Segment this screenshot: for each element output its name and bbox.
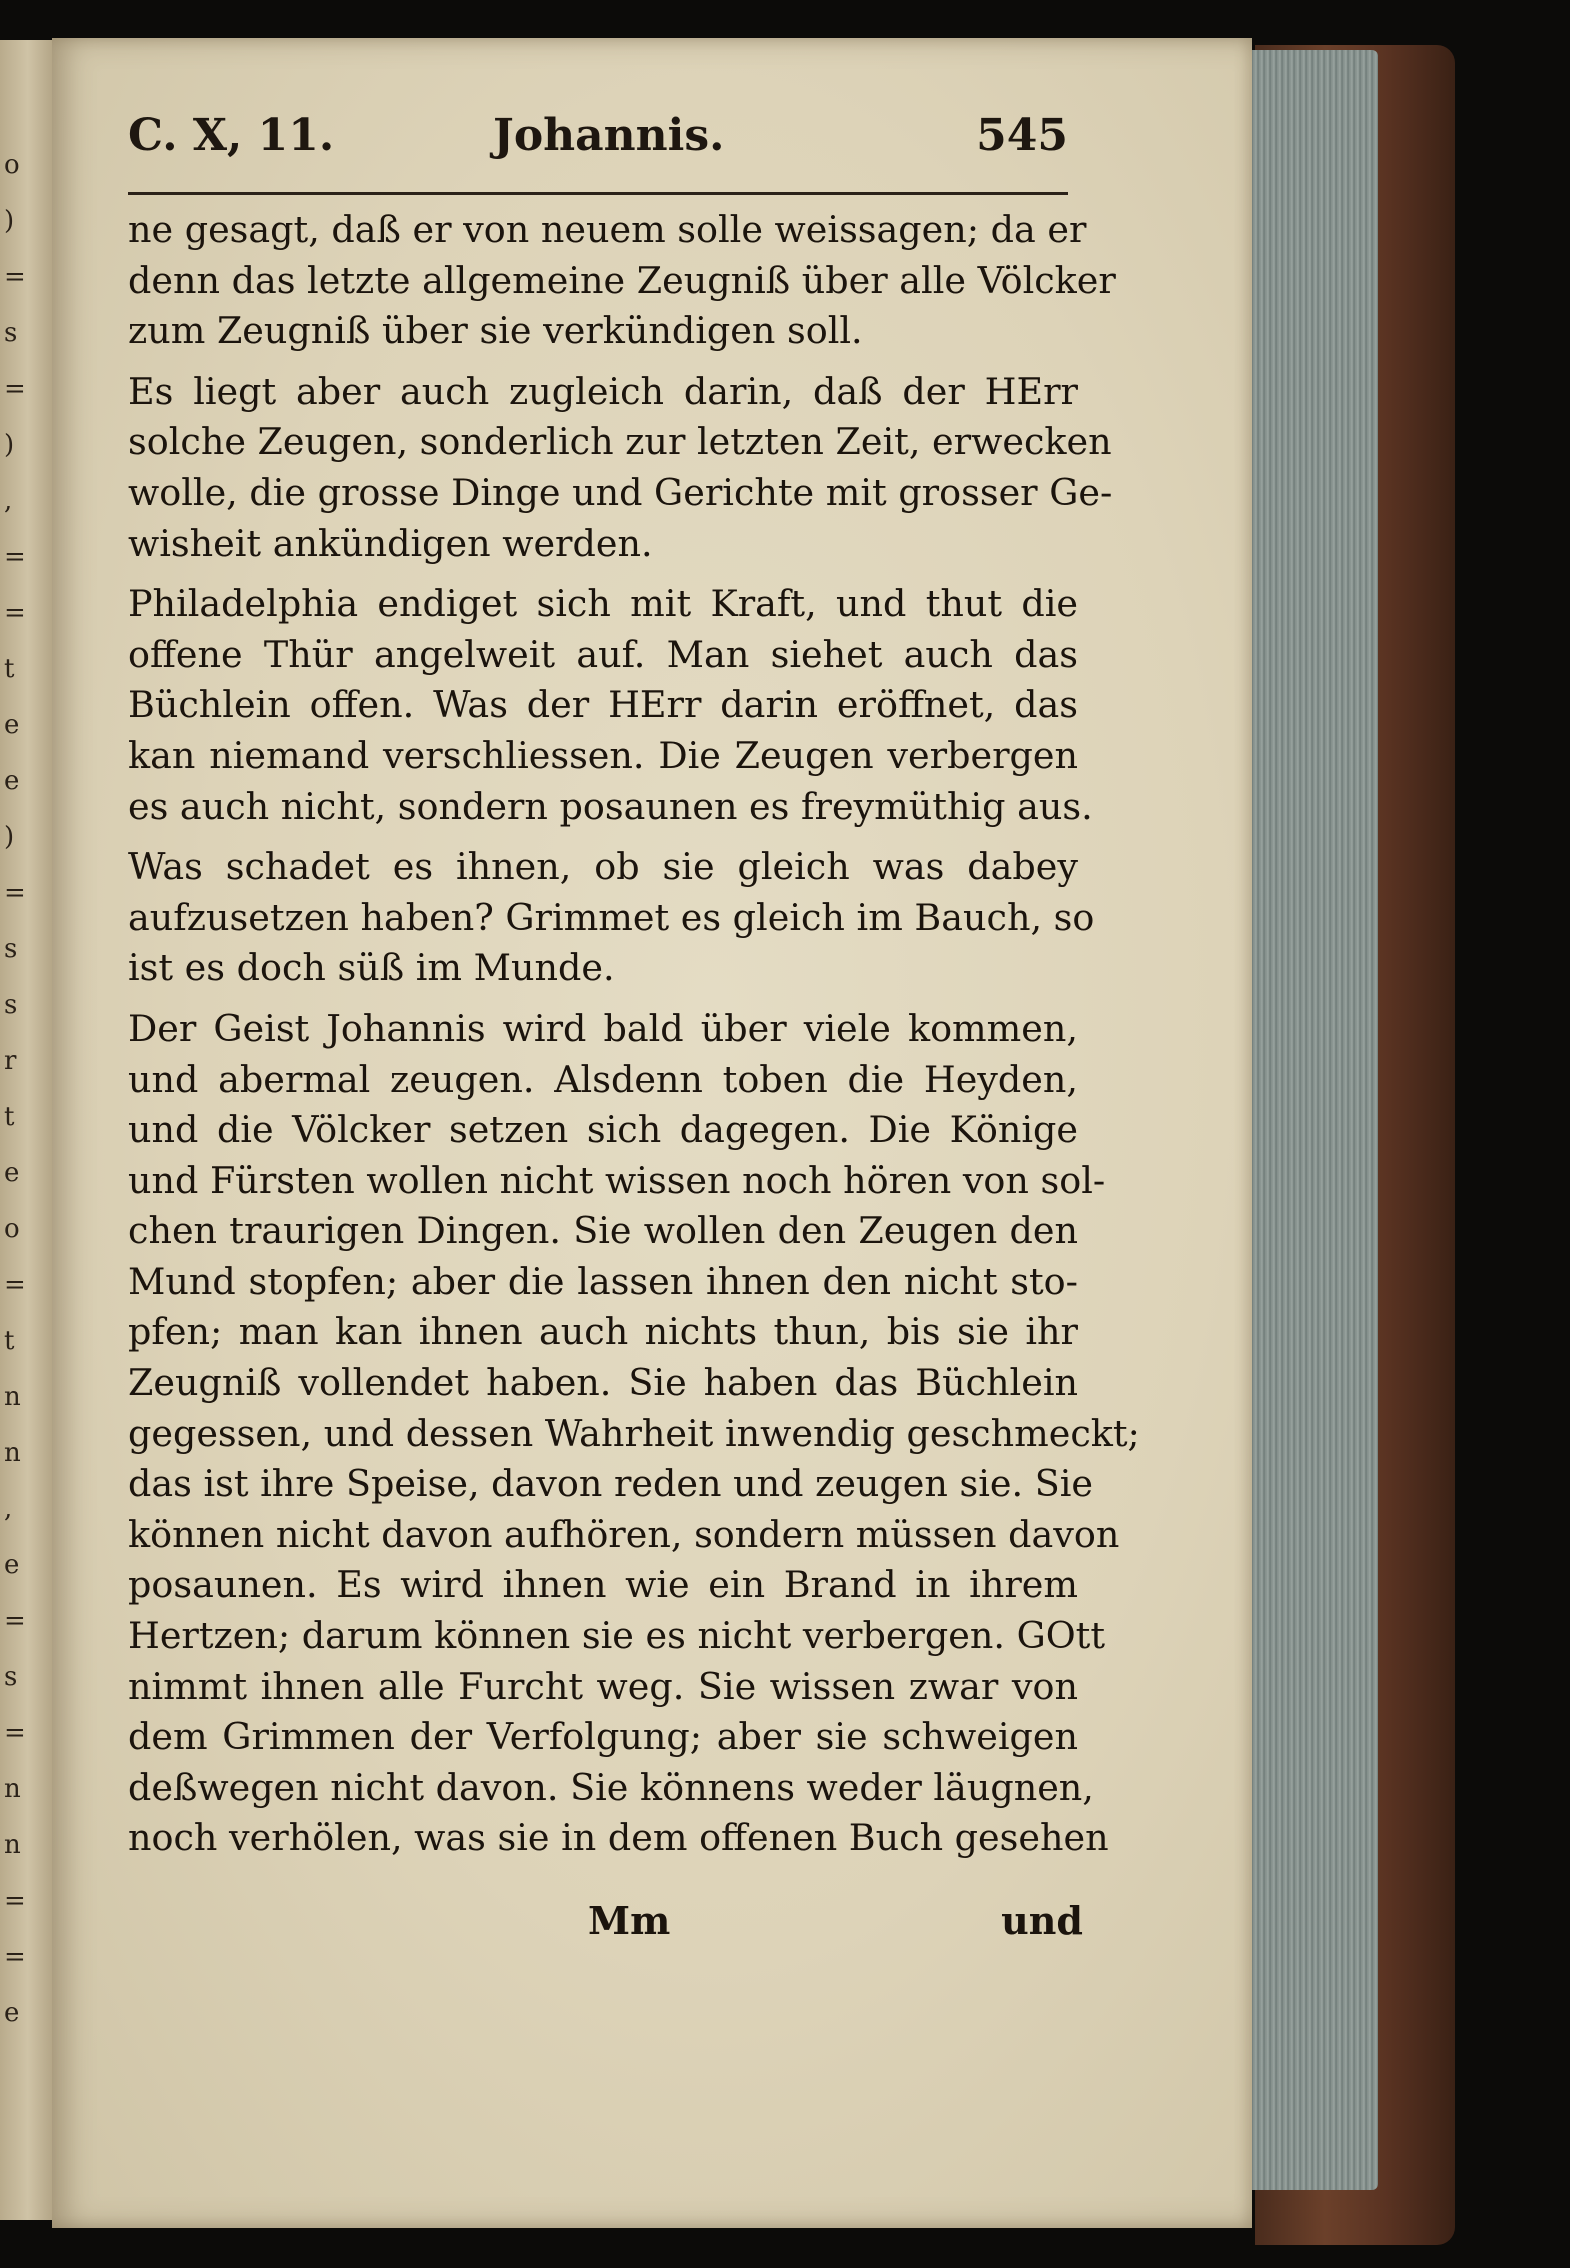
text-line: offene Thür angelweit auf. Man siehet auch das — [128, 632, 1078, 676]
text-line: Büchlein offen. Was der HErr darin eröffnet, das — [128, 683, 1078, 727]
previous-page-glyph: ) — [4, 430, 15, 460]
text-line: es auch nicht, sondern posaunen es freymüthig aus. — [128, 784, 1093, 828]
text-line: Hertzen; darum können sie es nicht verbergen. GOtt — [128, 1614, 1106, 1658]
previous-page-glyph: = — [4, 598, 26, 628]
text-line: Der Geist Johannis wird bald über viele kommen, — [128, 1006, 1078, 1050]
previous-page-glyph: = — [4, 1886, 26, 1916]
paragraph — [128, 205, 1116, 357]
text-line: gegessen, und dessen Wahrheit inwendig geschmeckt; — [128, 1411, 1140, 1455]
previous-page-glyph: ) — [4, 822, 15, 852]
previous-page-glyph: n — [4, 1438, 21, 1468]
previous-page-glyph: o — [4, 1214, 20, 1244]
header-rule — [128, 192, 1068, 195]
previous-page-glyph: o — [4, 150, 20, 180]
previous-page-glyph: t — [4, 654, 15, 684]
text-line: kan niemand verschliessen. Die Zeugen verbergen — [128, 733, 1078, 777]
previous-page-glyph: e — [4, 1550, 20, 1580]
previous-page-glyph: , — [4, 486, 13, 516]
previous-page-glyph: n — [4, 1830, 21, 1860]
previous-page-glyph: , — [4, 1494, 13, 1524]
previous-page-glyph: s — [4, 1662, 18, 1692]
text-line: noch verhölen, was sie in dem offenen Buch gesehen — [128, 1816, 1109, 1860]
previous-page-glyph: = — [4, 262, 26, 292]
text-line: ne gesagt, daß er von neuem solle weissagen; da er — [128, 208, 1087, 251]
text-line: Philadelphia endiget sich mit Kraft, und thut die — [128, 582, 1078, 626]
paragraph — [128, 842, 1095, 994]
chapter-reference: C. X, 11. — [128, 110, 335, 161]
body-text — [128, 205, 1140, 1864]
previous-page-glyph: e — [4, 1158, 20, 1188]
text-line: ist es doch süß im Munde. — [128, 946, 615, 990]
signature-mark: Mm — [588, 1898, 671, 1943]
previous-page-glyph: r — [4, 1046, 17, 1076]
text-line: und die Völcker setzen sich dagegen. Die Könige — [128, 1108, 1078, 1152]
previous-page-glyph: = — [4, 542, 26, 572]
text-line: Mund stopfen; aber die lassen ihnen den nicht sto- — [128, 1259, 1078, 1303]
previous-page-glyph: e — [4, 766, 20, 796]
paragraph — [128, 367, 1113, 569]
previous-page-glyph: = — [4, 1270, 26, 1300]
running-header — [128, 110, 1068, 186]
catchword: und — [1001, 1898, 1083, 1943]
paragraph-gap — [128, 569, 1078, 579]
running-title: Johannis. — [493, 110, 725, 161]
text-line: können nicht davon aufhören, sondern müssen davon — [128, 1512, 1120, 1556]
previous-page-glyph: e — [4, 710, 20, 740]
text-line: aufzusetzen haben? Grimmet es gleich im Bauch, so — [128, 895, 1095, 939]
paragraph-gap — [128, 994, 1078, 1004]
text-line: chen traurigen Dingen. Sie wollen den Zeugen den — [128, 1209, 1078, 1253]
paragraph — [128, 1004, 1140, 1864]
paragraph — [128, 579, 1093, 832]
previous-page-glyph: s — [4, 318, 18, 348]
text-line: dem Grimmen der Verfolgung; aber sie schweigen — [128, 1715, 1078, 1759]
previous-page-glyph: e — [4, 1998, 20, 2028]
previous-page-glyph: = — [4, 1718, 26, 1748]
text-line: wisheit ankündigen werden. — [128, 521, 653, 565]
text-line: solche Zeugen, sonderlich zur letzten Zeit, erwecken — [128, 420, 1112, 464]
text-line: und Fürsten wollen nicht wissen noch hören von sol- — [128, 1158, 1106, 1202]
previous-page-glyph: t — [4, 1102, 15, 1132]
text-line: Es liegt aber auch zugleich darin, daß der HErr — [128, 369, 1078, 413]
previous-page-glyph: = — [4, 878, 26, 908]
paragraph-gap — [128, 832, 1078, 842]
previous-page-glyph: t — [4, 1326, 15, 1356]
page-footer — [128, 1898, 1083, 1958]
text-line: das ist ihre Speise, davon reden und zeugen sie. Sie — [128, 1462, 1093, 1506]
text-line: nimmt ihnen alle Furcht weg. Sie wissen zwar von — [128, 1664, 1078, 1708]
text-line: posaunen. Es wird ihnen wie ein Brand in ihrem — [128, 1563, 1078, 1607]
text-line: wolle, die grosse Dinge und Gerichte mit grosser Ge- — [128, 470, 1113, 514]
page-block-edge — [1248, 50, 1378, 2190]
previous-page-glyph: = — [4, 374, 26, 404]
text-line: Zeugniß vollendet haben. Sie haben das Büchlein — [128, 1361, 1078, 1405]
paragraph-gap — [128, 357, 1078, 367]
previous-page-glyph: n — [4, 1382, 21, 1412]
previous-page-glyph: = — [4, 1606, 26, 1636]
text-line: und abermal zeugen. Alsdenn toben die Heyden, — [128, 1057, 1078, 1101]
text-line: pfen; man kan ihnen auch nichts thun, bis sie ihr — [128, 1310, 1078, 1354]
previous-page-glyph: = — [4, 1942, 26, 1972]
page-number: 545 — [976, 110, 1068, 161]
text-line: Was schadet es ihnen, ob sie gleich was dabey — [128, 845, 1078, 889]
text-line: zum Zeugniß über sie verkündigen soll. — [128, 309, 863, 353]
previous-page-glyph: s — [4, 990, 18, 1020]
previous-page-glyph: ) — [4, 206, 15, 236]
previous-page-glyph: n — [4, 1774, 21, 1804]
text-line: deßwegen nicht davon. Sie könnens weder läugnen, — [128, 1765, 1094, 1809]
previous-page-glyph: s — [4, 934, 18, 964]
text-line: denn das letzte allgemeine Zeugniß über alle Völcker — [128, 258, 1116, 302]
